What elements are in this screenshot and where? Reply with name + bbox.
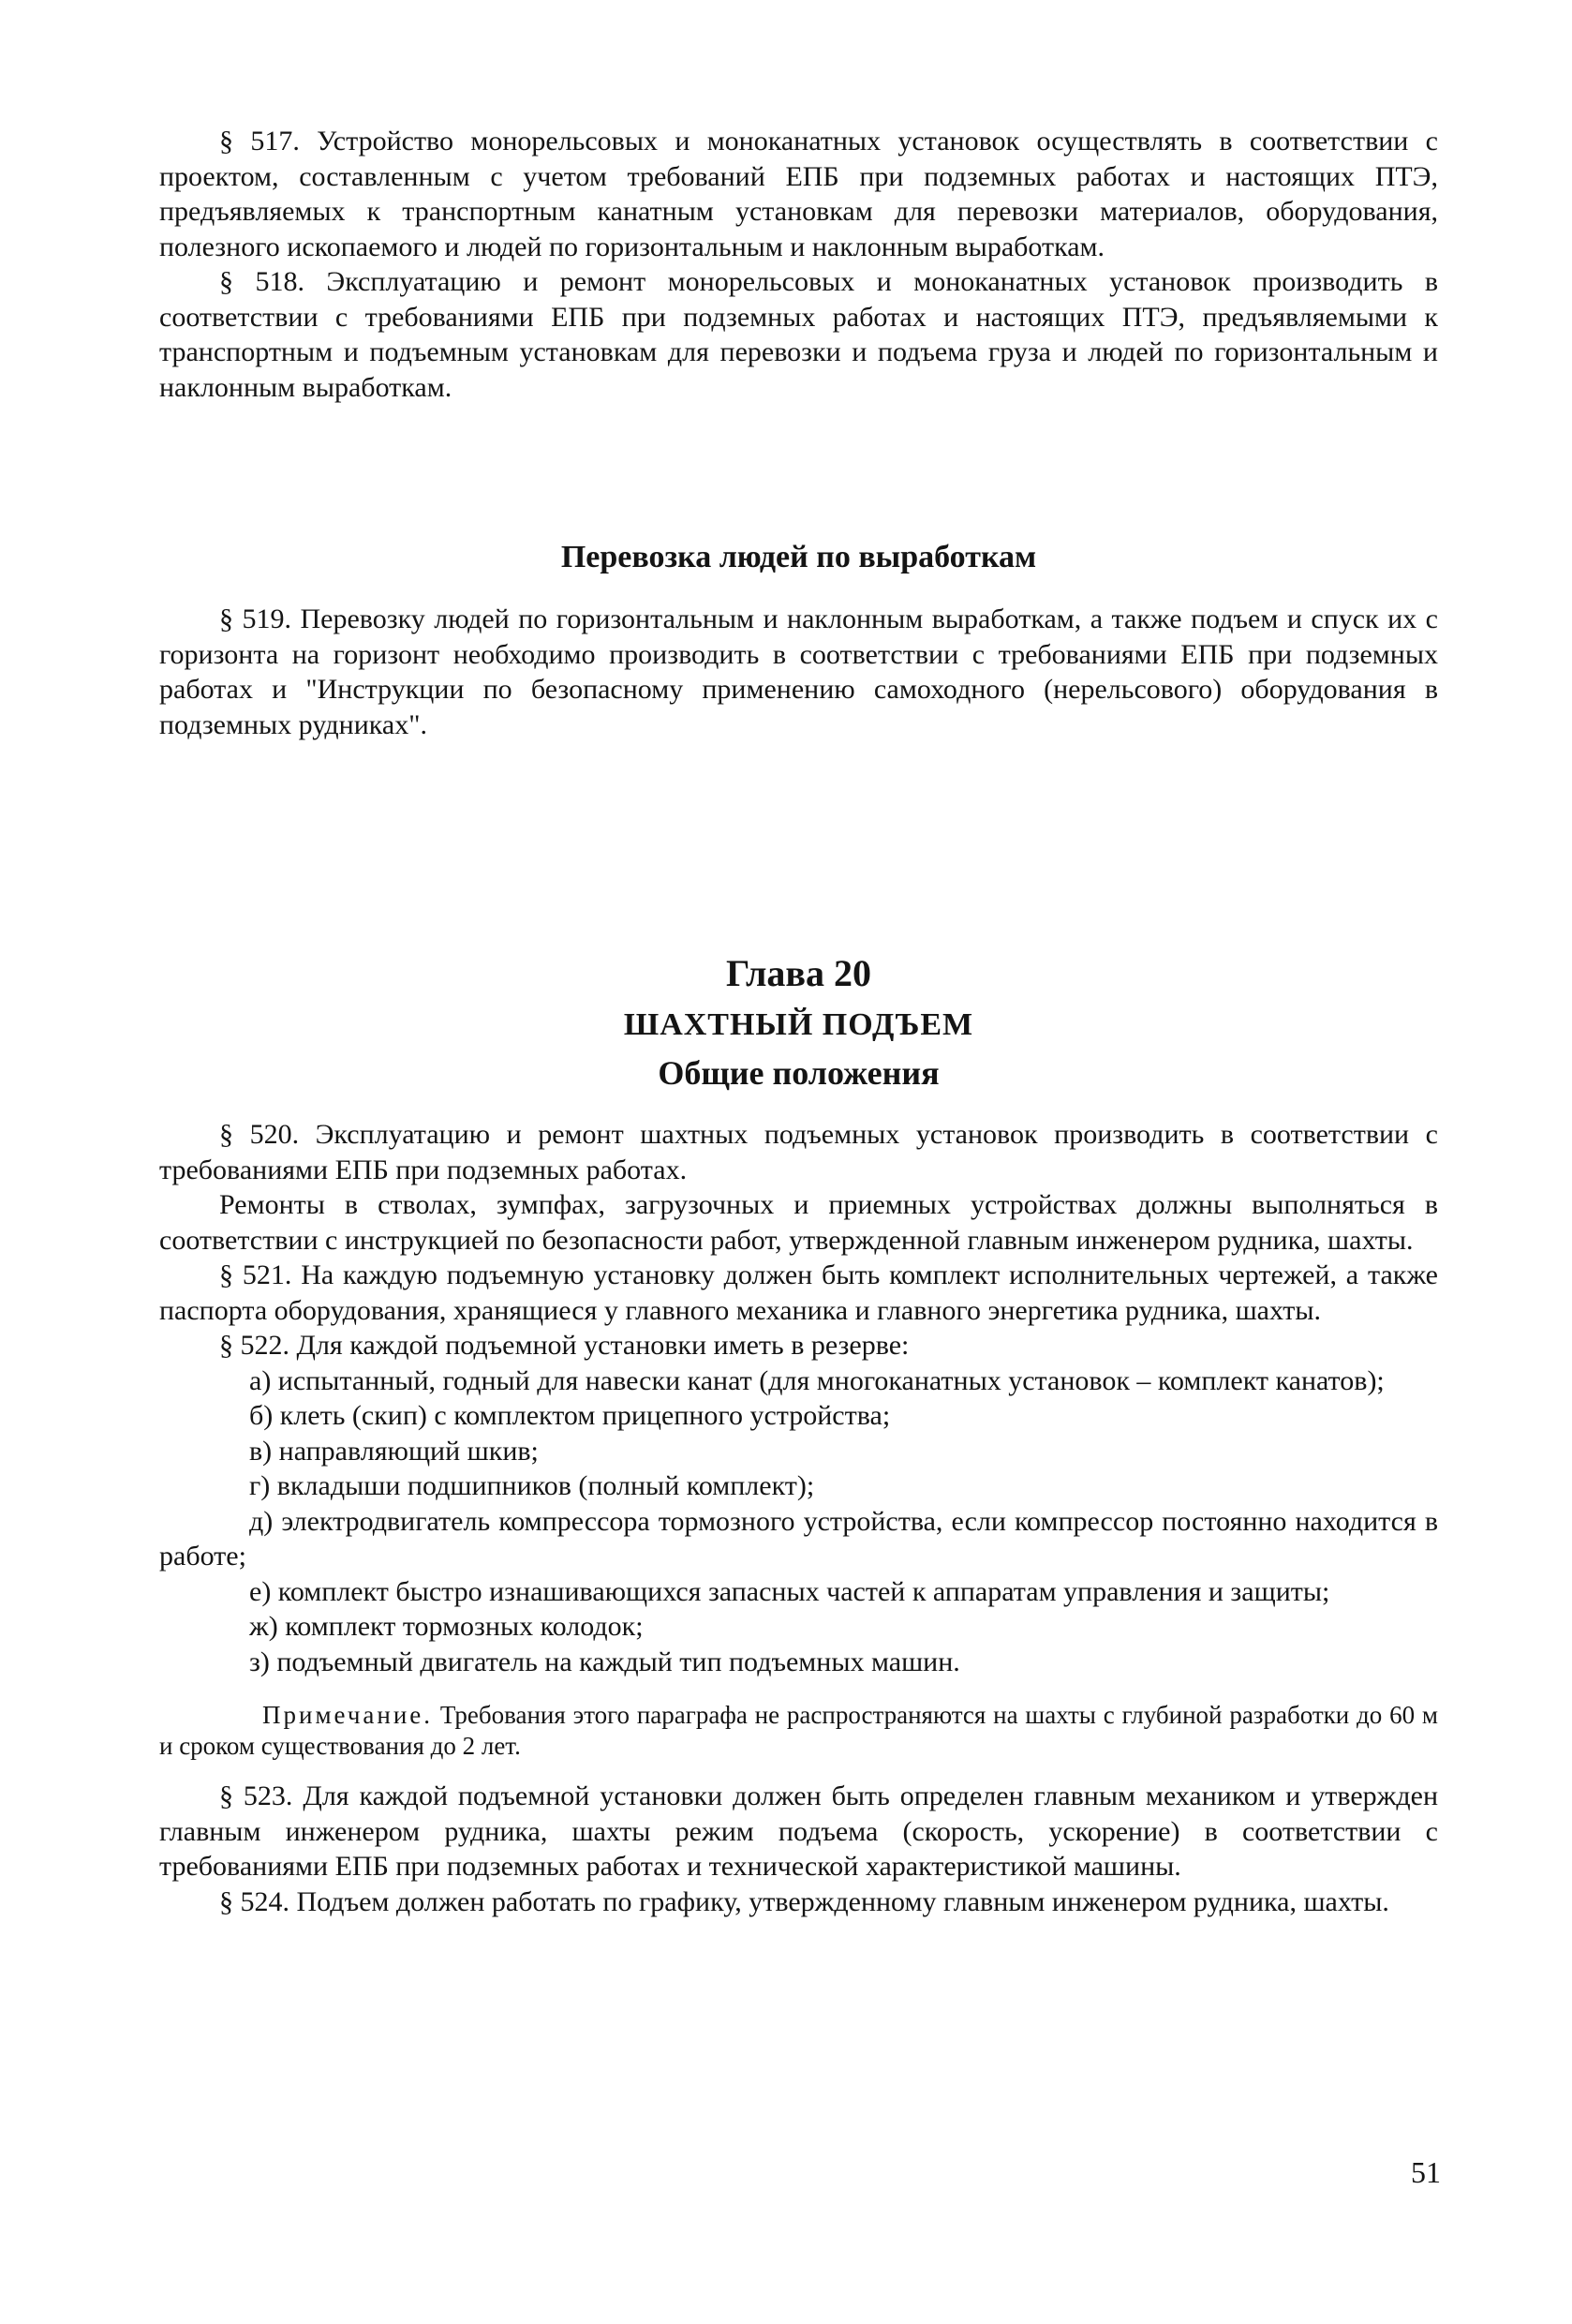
- note-label: Примечание.: [262, 1701, 434, 1729]
- page-number: 51: [1411, 2155, 1441, 2189]
- list-item-d: д) электродвигатель компрессора тормозного устройства, если компрессор постоянно находится в работе;: [159, 1505, 1438, 1572]
- paragraph-520: § 520. Эксплуатацию и ремонт шахтных подъемных установок производить в соответствии с требованиями ЕПБ при подземных работах.: [159, 1119, 1438, 1185]
- list-item-zh: ж) комплект тормозных колодок;: [249, 1611, 644, 1642]
- paragraph-519: § 519. Перевозку людей по горизонтальным и наклонным выработкам, а также подъем и спуск их с горизонта на горизонт необходимо производить в соответствии с требованиями ЕПБ при подземных работах и "Инструкции по безопасному применению самоходного (нерельсового) оборудования в подземных рудниках".: [159, 603, 1438, 740]
- list-item-z: з) подъемный двигатель на каждый тип подъемных машин.: [249, 1646, 960, 1677]
- paragraph-523: § 523. Для каждой подъемной установки должен быть определен главным механиком и утвержден главным инженером рудника, шахты режим подъема (скорость, ускорение) в соответствии с требованиями ЕПБ при подземных работах и технической характеристикой машины.: [159, 1780, 1438, 1882]
- note-text: Требования этого параграфа не распространяются на шахты с глубиной разработки до 60 м и сроком существования до 2 лет.: [159, 1701, 1439, 1760]
- note: [159, 1700, 1438, 1762]
- paragraphs-517-518: [159, 124, 1438, 405]
- list-item-v: в) направляющий шкив;: [249, 1435, 539, 1467]
- paragraph-520-repairs: Ремонты в стволах, зумпфах, загрузочных и приемных устройствах должны выполняться в соответствии с инструкцией по безопасности работ, утвержденной главным инженером рудника, шахты.: [159, 1189, 1438, 1256]
- chapter-title: ШАХТНЫЙ ПОДЪЕМ: [623, 1007, 974, 1042]
- section-heading: Перевозка людей по выработкам: [560, 540, 1037, 574]
- chapter-subtitle: Общие положения: [658, 1054, 940, 1092]
- paragraph-517: § 517. Устройство монорельсовых и моноканатных установок осуществлять в соответствии с проектом, составленным с учетом требований ЕПБ при подземных работах и настоящих ПТЭ, предъявляемых к транспортным канатным установкам для перевозки материалов, оборудования, полезного ископаемого и людей по горизонтальным и наклонным выработкам.: [159, 126, 1438, 262]
- paragraph-521: § 521. На каждую подъемную установку должен быть комплект исполнительных чертежей, а также паспорта оборудования, хранящиеся у главного механика и главного энергетика рудника, шахты.: [159, 1259, 1438, 1326]
- list-item-a: а) испытанный, годный для навески канат (для многоканатных установок – комплект канатов);: [249, 1364, 1385, 1396]
- paragraph-522: § 522. Для каждой подъемной установки иметь в резерве:: [219, 1330, 910, 1361]
- paragraph-518: § 518. Эксплуатацию и ремонт монорельсовых и моноканатных установок производить в соответствии с требованиями ЕПБ при подземных работах и настоящих ПТЭ, предъявляемыми к транспортным и подъемным установкам для перевозки и подъема груза и людей по горизонтальным и наклонным выработкам.: [159, 266, 1438, 403]
- list-item-g: г) вкладыши подшипников (полный комплект);: [249, 1470, 815, 1501]
- list-item-e: е) комплект быстро изнашивающихся запасных частей к аппаратам управления и защиты;: [249, 1575, 1330, 1607]
- paragraph-524: § 524. Подъем должен работать по графику, утвержденному главным инженером рудника, шахты.: [219, 1885, 1389, 1917]
- paragraph-519-block: [159, 602, 1438, 742]
- list-item-b: б) клеть (скип) с комплектом прицепного устройства;: [249, 1400, 891, 1431]
- chapter-number: Глава 20: [726, 952, 871, 994]
- paragraphs-520-524: [159, 1117, 1438, 1919]
